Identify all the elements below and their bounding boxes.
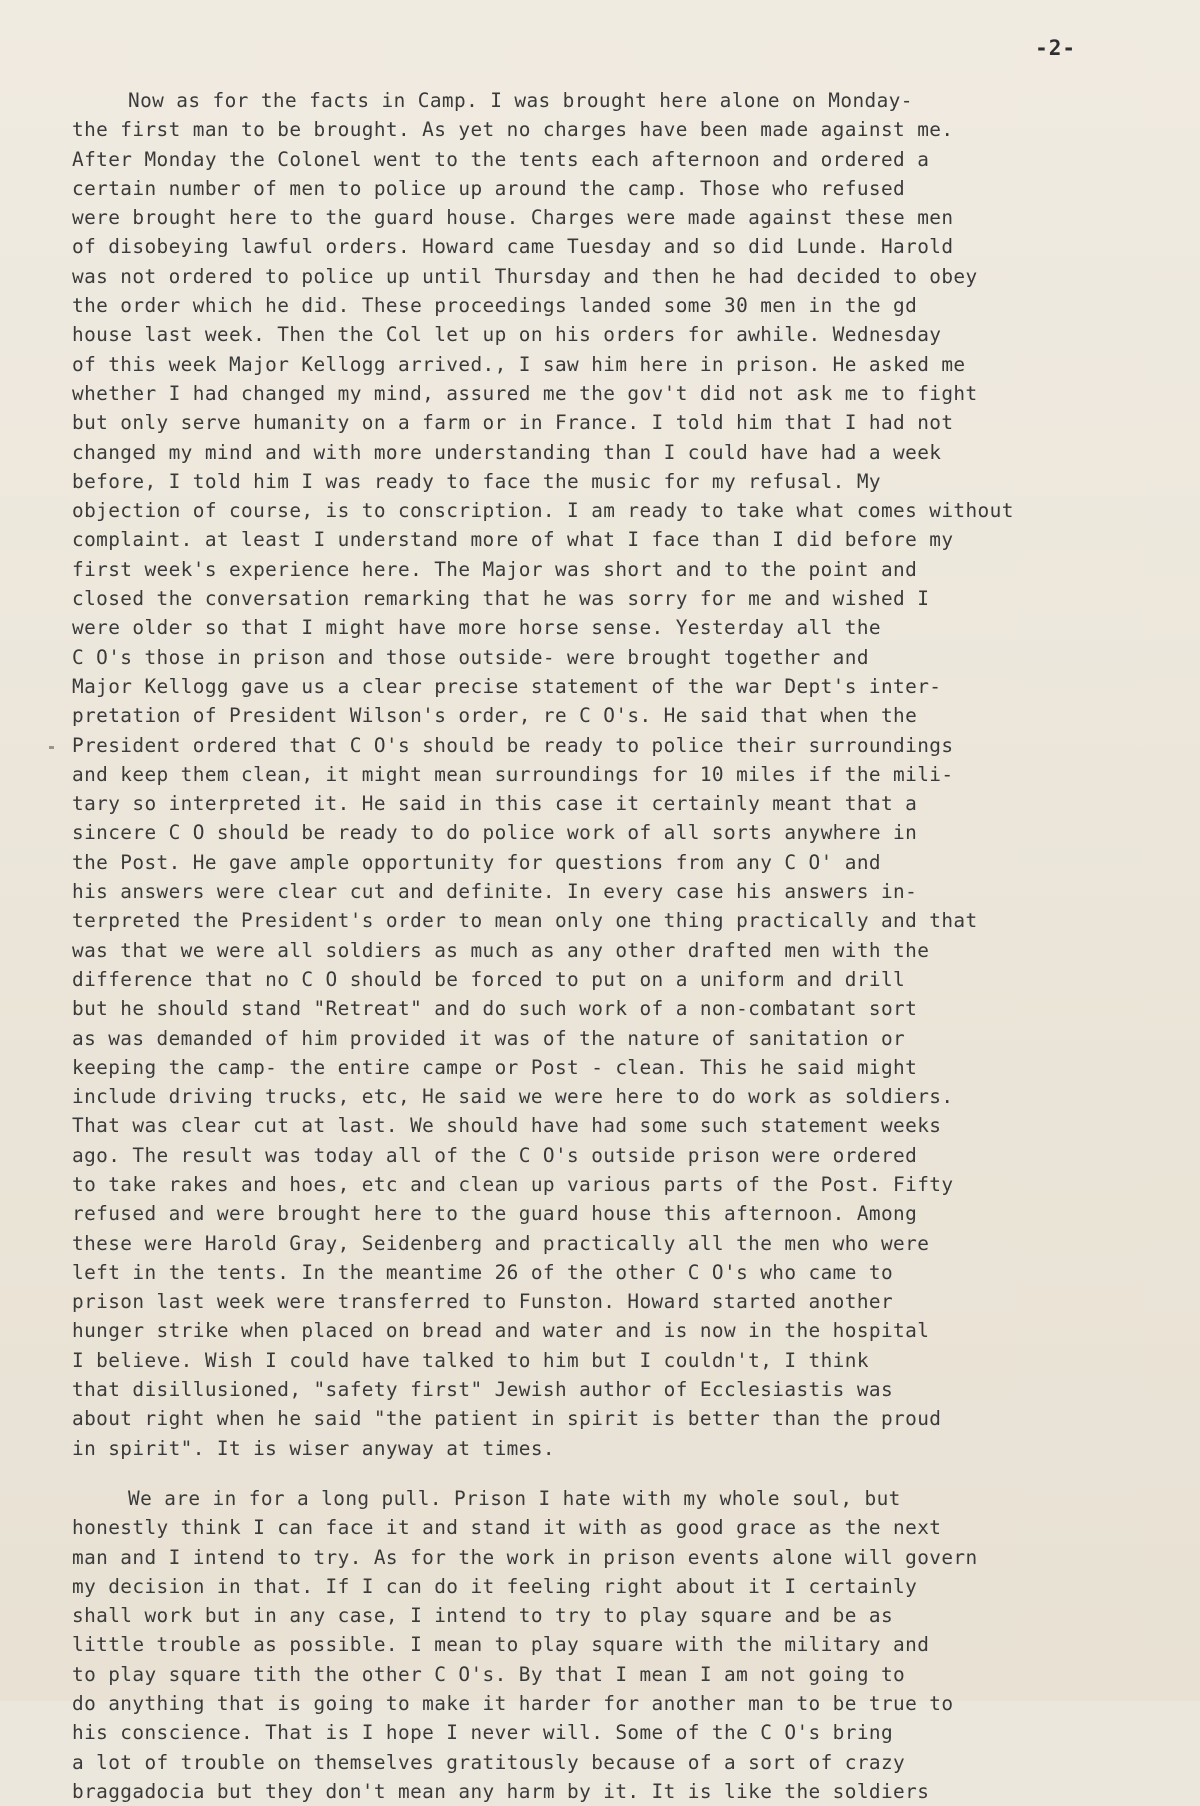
text-line: complaint. at least I understand more of what I face than I did before my	[72, 528, 954, 552]
text-line: and keep them clean, it might mean surroundings for 10 miles if the mili-	[72, 762, 954, 786]
text-line: I believe. Wish I could have talked to him but I couldn't, I think	[72, 1348, 869, 1372]
text-line: of this week Major Kellogg arrived., I saw him here in prison. He asked me	[72, 352, 966, 376]
text-line: but only serve humanity on a farm or in France. I told him that I had not	[72, 411, 954, 435]
paragraph-1	[72, 86, 1092, 1463]
text-line: the order which he did. These proceedings landed some 30 men in the gd	[72, 294, 918, 318]
text-line: whether I had changed my mind, assured me the gov't did not ask me to fight	[72, 381, 978, 405]
text-line: terpreted the President's order to mean only one thing practically and that	[72, 909, 978, 933]
text-line: sincere C O should be ready to do police work of all sorts anywhere in	[72, 821, 918, 845]
text-line: refused and were brought here to the guard house this afternoon. Among	[72, 1202, 918, 1226]
text-line: little trouble as possible. I mean to play square with the military and	[72, 1633, 930, 1657]
text-line: were older so that I might have more horse sense. Yesterday all the	[72, 616, 881, 640]
text-line: his conscience. That is I hope I never will. Some of the C O's bring	[72, 1721, 894, 1745]
text-line: man and I intend to try. As for the work in prison events alone will govern	[72, 1545, 978, 1569]
text-line: before, I told him I was ready to face the music for my refusal. My	[72, 469, 881, 493]
text-line: the first man to be brought. As yet no charges have been made against me.	[72, 118, 954, 142]
text-line: C O's those in prison and those outside- were brought together and	[72, 645, 869, 669]
text-line: these were Harold Gray, Seidenberg and practically all the men who were	[72, 1231, 930, 1255]
text-line: objection of course, is to conscription. I am ready to take what comes without	[72, 499, 1014, 523]
text-line: changed my mind and with more understanding than I could have had a week	[72, 440, 942, 464]
text-line: was that we were all soldiers as much as any other drafted men with the	[72, 938, 930, 962]
text-line: house last week. Then the Col let up on his orders for awhile. Wednesday	[72, 323, 942, 347]
margin-mark	[49, 746, 54, 749]
text-line: We are in for a long pull. Prison I hate with my whole soul, but	[128, 1486, 901, 1510]
page-number: -2-	[1035, 36, 1076, 60]
text-line: was not ordered to police up until Thursday and then he had decided to obey	[72, 264, 978, 288]
text-line: After Monday the Colonel went to the tents each afternoon and ordered a	[72, 147, 930, 171]
text-line: closed the conversation remarking that he was sorry for me and wished I	[72, 587, 930, 611]
text-line: Now as for the facts in Camp. I was brought here alone on Monday-	[128, 89, 913, 112]
text-line: but he should stand "Retreat" and do such work of a non-combatant sort	[72, 997, 918, 1021]
text-line: prison last week were transferred to Funston. Howard started another	[72, 1290, 894, 1314]
text-line: do anything that is going to make it harder for another man to be true to	[72, 1692, 954, 1716]
text-line: shall work but in any case, I intend to try to play square and be as	[72, 1604, 894, 1628]
text-line: left in the tents. In the meantime 26 of the other C O's who came to	[72, 1260, 894, 1284]
text-line: Major Kellogg gave us a clear precise statement of the war Dept's inter-	[72, 674, 942, 698]
letter-body	[72, 86, 1092, 1806]
text-line: of disobeying lawful orders. Howard came Tuesday and so did Lunde. Harold	[72, 235, 954, 259]
text-line: his answers were clear cut and definite. In every case his answers in-	[72, 880, 918, 904]
text-line: certain number of men to police up around the camp. Those who refused	[72, 176, 906, 200]
text-line: That was clear cut at last. We should have had some such statement weeks	[72, 1114, 942, 1138]
text-line: first week's experience here. The Major was short and to the point and	[72, 557, 918, 581]
text-line: my decision in that. If I can do it feeling right about it I certainly	[72, 1574, 918, 1598]
text-line: include driving trucks, etc, He said we were here to do work as soldiers.	[72, 1085, 954, 1109]
text-line: difference that no C O should be forced to put on a uniform and drill	[72, 967, 906, 991]
text-line: ago. The result was today all of the C O's outside prison were ordered	[72, 1143, 918, 1167]
text-line: to play square tith the other C O's. By that I mean I am not going to	[72, 1662, 906, 1686]
text-line: braggadocia but they don't mean any harm by it. It is like the soldiers	[72, 1779, 930, 1803]
text-line: as was demanded of him provided it was of the nature of sanitation or	[72, 1026, 906, 1050]
text-line: President ordered that C O's should be ready to police their surroundings	[72, 733, 954, 757]
text-line: keeping the camp- the entire campe or Post - clean. This he said might	[72, 1055, 918, 1079]
text-line: pretation of President Wilson's order, re C O's. He said that when the	[72, 704, 918, 728]
text-line: were brought here to the guard house. Charges were made against these men	[72, 206, 954, 230]
text-line: about right when he said "the patient in spirit is better than the proud	[72, 1407, 942, 1431]
text-line: honestly think I can face it and stand it with as good grace as the next	[72, 1516, 942, 1540]
text-line: to take rakes and hoes, etc and clean up various parts of the Post. Fifty	[72, 1172, 954, 1196]
text-line: a lot of trouble on themselves gratitously because of a sort of crazy	[72, 1750, 906, 1774]
paragraph-2	[72, 1484, 1092, 1806]
text-line: in spirit". It is wiser anyway at times.	[72, 1436, 555, 1460]
text-line: that disillusioned, "safety first" Jewish author of Ecclesiastis was	[72, 1378, 894, 1402]
text-line: the Post. He gave ample opportunity for questions from any C O' and	[72, 850, 881, 874]
text-line: tary so interpreted it. He said in this case it certainly meant that a	[72, 792, 918, 816]
text-line: hunger strike when placed on bread and water and is now in the hospital	[72, 1319, 930, 1343]
